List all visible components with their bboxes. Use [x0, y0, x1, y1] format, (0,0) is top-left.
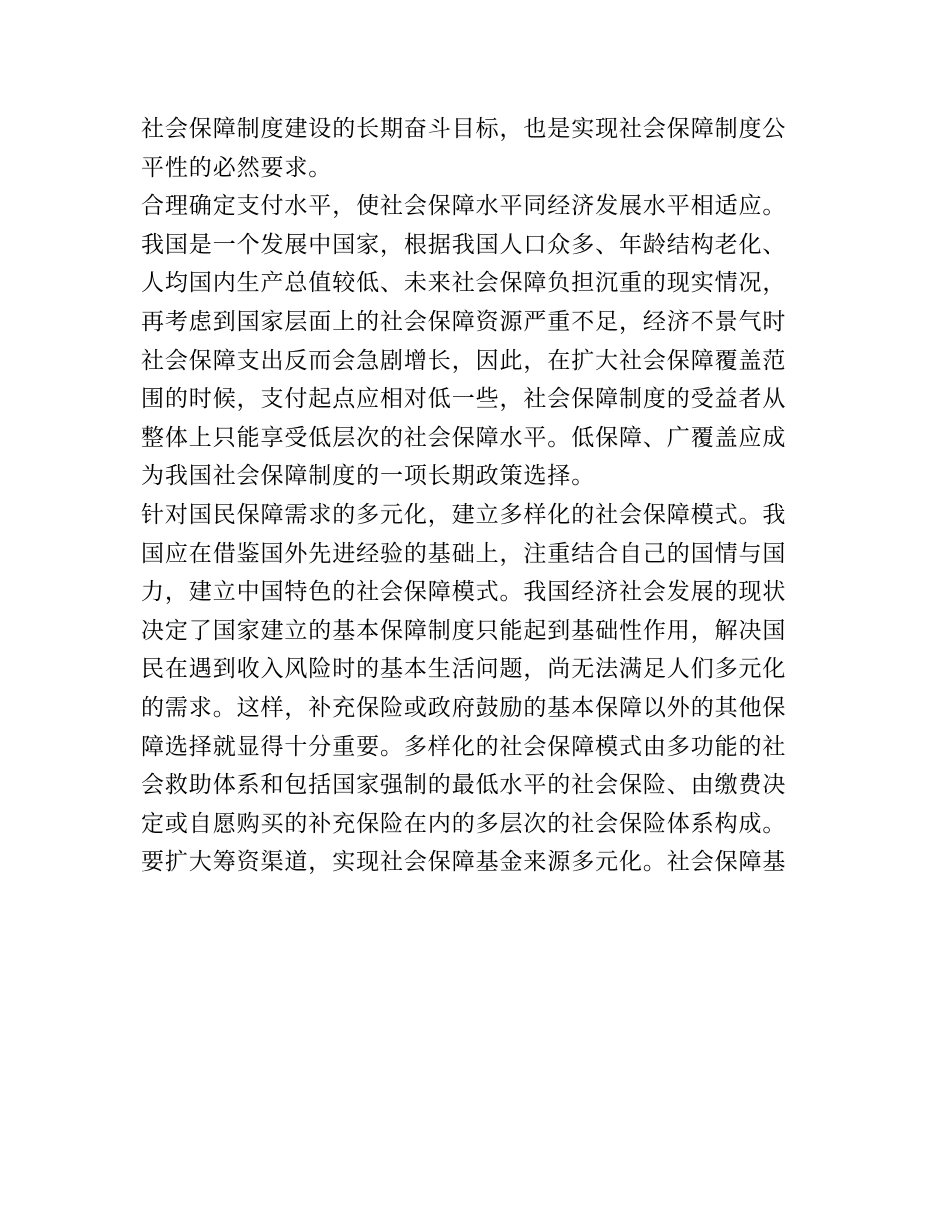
- text-line: 针对国民保障需求的多元化，建立多样化的社会保障模式。我: [141, 501, 787, 528]
- text-line: 决定了国家建立的基本保障制度只能起到基础性作用，解决国: [141, 617, 787, 644]
- text-line: 再考虑到国家层面上的社会保障资源严重不足，经济不景气时: [141, 308, 787, 335]
- text-line: 民在遇到收入风险时的基本生活问题，尚无法满足人们多元化: [141, 656, 787, 683]
- text-line: 定或自愿购买的补充保险在内的多层次的社会保险体系构成。: [141, 810, 787, 837]
- body-text: [141, 110, 821, 882]
- text-line: 我国是一个发展中国家，根据我国人口众多、年龄结构老化、: [141, 231, 787, 258]
- text-line: 社会保障支出反而会急剧增长，因此，在扩大社会保障覆盖范: [141, 347, 787, 374]
- text-line: 为我国社会保障制度的一项长期政策选择。: [141, 463, 596, 490]
- text-line: 力，建立中国特色的社会保障模式。我国经济社会发展的现状: [141, 579, 787, 606]
- text-line: 人均国内生产总值较低、未来社会保障负担沉重的现实情况，: [141, 270, 787, 297]
- text-line: 整体上只能享受低层次的社会保障水平。低保障、广覆盖应成: [141, 424, 787, 451]
- text-line: 围的时候，支付起点应相对低一些，社会保障制度的受益者从: [141, 386, 787, 413]
- text-line: 障选择就显得十分重要。多样化的社会保障模式由多功能的社: [141, 733, 787, 760]
- text-line: 会救助体系和包括国家强制的最低水平的社会保险、由缴费决: [141, 772, 787, 799]
- text-line: 社会保障制度建设的长期奋斗目标，也是实现社会保障制度公: [141, 116, 787, 142]
- text-line: 合理确定支付水平，使社会保障水平同经济发展水平相适应。: [141, 193, 787, 220]
- text-line: 平性的必然要求。: [141, 154, 333, 181]
- text-line: 要扩大筹资渠道，实现社会保障基金来源多元化。社会保障基: [141, 849, 787, 876]
- text-line: 国应在借鉴国外先进经验的基础上，注重结合自己的国情与国: [141, 540, 787, 567]
- text-line: 的需求。这样，补充保险或政府鼓励的基本保障以外的其他保: [141, 694, 787, 721]
